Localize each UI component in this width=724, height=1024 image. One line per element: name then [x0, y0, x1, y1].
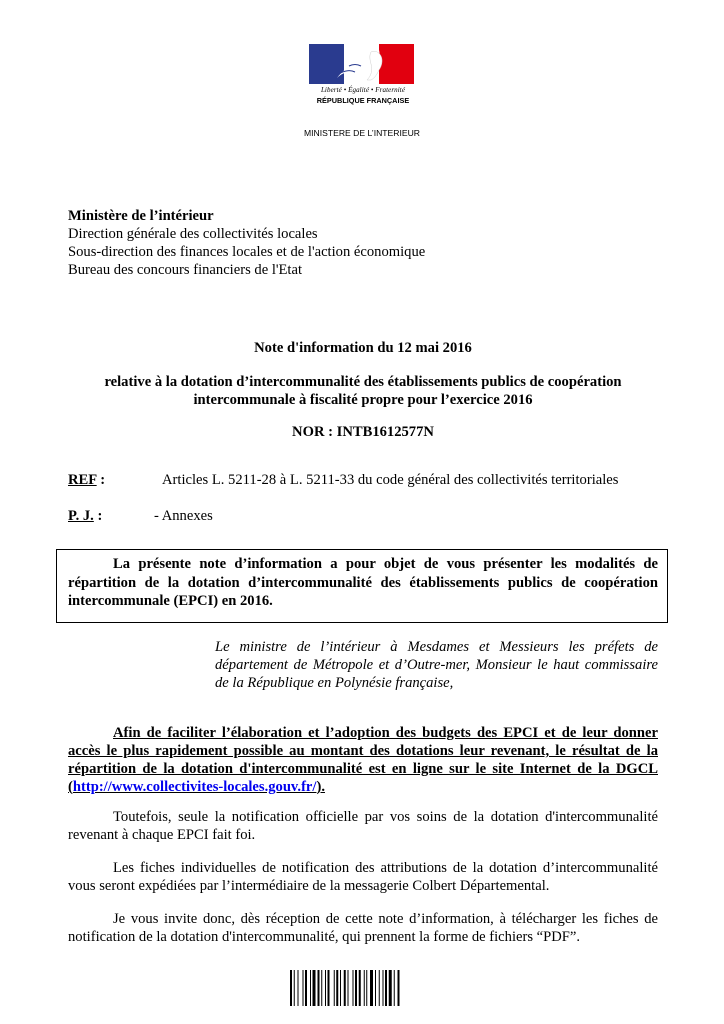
barcode-bar: [313, 970, 316, 1006]
barcode-bar: [370, 970, 373, 1006]
ref-text: Articles L. 5211-28 à L. 5211-33 du code général des collectivités territoriales: [162, 472, 619, 488]
barcode-bar: [385, 970, 387, 1006]
paragraph-telechargement-text: Je vous invite donc, dès réception de cette note d’information, à télécharger les fiches de notification de la dotation d'intercommunalité, qui prennent la forme de fichiers “PDF”.: [68, 911, 658, 945]
ministry-header: MINISTERE DE L’INTERIEUR: [303, 128, 421, 138]
barcode-bar: [334, 970, 335, 1006]
pj-label: P. J.: [68, 508, 94, 524]
barcode-bar: [321, 970, 322, 1006]
marianne-flag-icon: [309, 44, 414, 84]
barcode-bar: [379, 970, 380, 1006]
barcode-bar: [348, 970, 349, 1006]
pj-text: - Annexes: [154, 508, 213, 524]
pj-colon: :: [93, 508, 103, 524]
paragraph-dgcl-text: Afin de faciliter l’élaboration et l’adoption des budgets des EPCI et de leur donner accès le plus rapidement possible au montant des dotations leur revenant, le résultat de la répartition de la dotation d'intercommunalité est en ligne sur le site Internet de la DGCL (: [68, 725, 658, 795]
pj-label-row: [68, 508, 102, 525]
barcode-bar: [355, 970, 357, 1006]
barcode-bar: [290, 970, 292, 1006]
sender-bureau: Bureau des concours financiers de l'Etat: [68, 262, 303, 278]
barcode-bar: [298, 970, 299, 1006]
barcode-bar: [359, 970, 361, 1006]
ref-label-row: [68, 472, 105, 489]
barcode-bar: [344, 970, 346, 1006]
barcode-bar: [366, 970, 367, 1006]
paragraph-notification: [68, 808, 658, 844]
barcode-bar: [336, 970, 338, 1006]
sender-ministry: Ministère de l’intérieur: [68, 208, 214, 224]
addressee: Le ministre de l’intérieur à Mesdames et Messieurs les préfets de département de Métropole et d’Outre-mer, Monsieur le haut commissaire de la République en Polynésie française,: [215, 639, 658, 691]
republique-francaise-logo: [309, 44, 417, 108]
barcode-bar: [364, 970, 365, 1006]
sender-block: [68, 207, 425, 279]
note-subject-line2: intercommunale à fiscalité propre pour l’exercice 2016: [193, 392, 533, 408]
barcode-bar: [375, 970, 376, 1006]
sender-subdirection: Sous-direction des finances locales et de l'action économique: [68, 244, 426, 260]
paragraph-dgcl-site: [68, 724, 658, 796]
barcode-bar: [303, 970, 304, 1006]
note-subject-line1: relative à la dotation d’intercommunalité des établissements publics de coopération: [104, 374, 622, 390]
barcode-bar: [328, 970, 330, 1006]
barcode-bar: [394, 970, 395, 1006]
note-subject: [68, 373, 658, 409]
paragraph-notification-text: Toutefois, seule la notification officielle par vos soins de la dotation d'intercommunalité revenant à chaque EPCI fait foi.: [68, 809, 658, 843]
paragraph-telechargement: [68, 910, 658, 946]
logo-motto: Liberté • Égalité • Fraternité: [320, 86, 406, 94]
barcode-bar: [383, 970, 384, 1006]
barcode-bar: [318, 970, 320, 1006]
paragraph-dgcl-end: ).: [316, 779, 325, 795]
barcode-bar: [389, 970, 392, 1006]
barcode-bar: [340, 970, 341, 1006]
barcode-bar: [305, 970, 307, 1006]
paragraph-fiches: [68, 859, 658, 895]
logo-republique-francaise: RÉPUBLIQUE FRANÇAISE: [316, 96, 410, 105]
barcode-bar: [398, 970, 400, 1006]
barcode-bar: [325, 970, 326, 1006]
note-title: Note d'information du 12 mai 2016: [254, 340, 472, 356]
paragraph-fiches-text: Les fiches individuelles de notification des attributions de la dotation d’intercommunalité vous seront expédiées par l’intermédiaire de la messagerie Colbert Départemental.: [68, 860, 658, 894]
ref-label: REF: [68, 472, 97, 488]
dgcl-link[interactable]: http://www.collectivites-locales.gouv.fr/: [72, 779, 317, 795]
summary-text: [68, 555, 658, 611]
barcode-bar: [353, 970, 354, 1006]
barcode-bar: [294, 970, 295, 1006]
summary-content: La présente note d’information a pour objet de vous présenter les modalités de répartition de la dotation d’intercommunalité des établissements publics de coopération intercommunale (EPCI) en 2016.: [68, 556, 658, 610]
barcode: [290, 970, 435, 1006]
barcode-bar: [310, 970, 311, 1006]
sender-direction: Direction générale des collectivités locales: [68, 226, 318, 242]
nor-number: NOR : INTB1612577N: [292, 424, 434, 440]
ref-colon: :: [96, 472, 106, 488]
